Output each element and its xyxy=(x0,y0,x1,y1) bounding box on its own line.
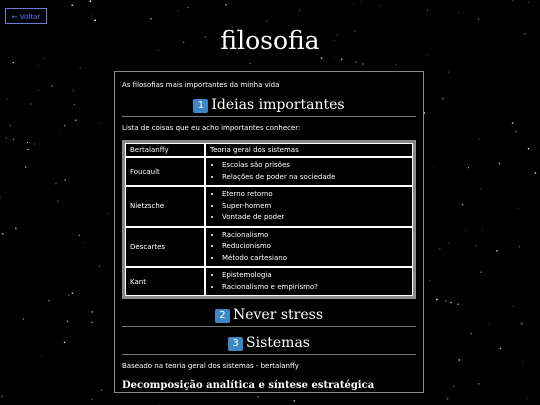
section-heading-sistemas xyxy=(122,335,416,355)
list-item: • Método cartesiano xyxy=(222,253,408,265)
table-row xyxy=(125,186,413,227)
star-dot xyxy=(38,89,39,90)
star-dot xyxy=(458,12,459,13)
star-dot xyxy=(64,179,66,181)
star-dot xyxy=(480,188,481,189)
star-dot xyxy=(10,125,11,126)
star-dot xyxy=(436,299,438,301)
star-dot xyxy=(30,103,31,104)
number-2-icon: 2 xyxy=(215,309,230,323)
star-dot xyxy=(334,57,335,58)
star-dot xyxy=(48,300,50,302)
star-dot xyxy=(534,172,536,174)
star-dot xyxy=(64,341,66,343)
star-dot xyxy=(512,0,513,1)
star-dot xyxy=(7,99,8,100)
star-dot xyxy=(475,246,476,247)
star-dot xyxy=(38,65,39,66)
number-1-icon: 1 xyxy=(193,99,208,113)
star-dot xyxy=(92,311,94,313)
list-item: • Vontade de poder xyxy=(222,212,408,224)
star-dot xyxy=(458,359,460,361)
star-dot xyxy=(499,163,501,165)
star-dot xyxy=(2,233,4,235)
table-row xyxy=(125,227,413,268)
star-dot xyxy=(500,348,502,350)
star-dot xyxy=(74,104,76,106)
star-dot xyxy=(12,62,14,64)
star-dot xyxy=(448,243,449,244)
star-dot xyxy=(468,167,469,168)
star-dot xyxy=(99,266,100,267)
star-dot xyxy=(478,18,480,20)
star-dot xyxy=(51,85,53,87)
star-dot xyxy=(101,390,102,391)
philosophers-table xyxy=(122,140,416,299)
philosopher-idea: Teoria geral dos sistemas xyxy=(205,143,413,157)
star-dot xyxy=(225,4,226,5)
star-dot xyxy=(1,396,2,397)
star-dot xyxy=(515,131,516,132)
star-dot xyxy=(528,2,529,3)
list-item: • Epistemologia xyxy=(222,270,408,282)
star-dot xyxy=(355,62,357,64)
star-dot xyxy=(108,213,109,214)
star-dot xyxy=(512,122,514,124)
star-dot xyxy=(150,18,152,20)
table-row xyxy=(125,143,413,157)
star-dot xyxy=(522,361,523,362)
star-dot xyxy=(22,318,24,320)
star-dot xyxy=(27,142,28,143)
list-item: • Racionalismo e empirismo? xyxy=(222,282,408,294)
star-dot xyxy=(479,139,480,140)
section-heading-ideias xyxy=(122,97,416,117)
star-dot xyxy=(341,58,343,60)
star-dot xyxy=(450,302,452,304)
content-panel xyxy=(114,71,424,393)
star-dot xyxy=(526,72,527,73)
star-dot xyxy=(64,125,65,126)
star-dot xyxy=(442,98,444,100)
star-dot xyxy=(448,72,449,73)
star-dot xyxy=(519,246,520,247)
star-dot xyxy=(44,58,45,59)
list-item: • Escolas são prisões xyxy=(222,160,408,172)
star-dot xyxy=(257,396,259,398)
systems-subheading: Decomposição analítica e síntese estratégica xyxy=(122,380,375,391)
star-dot xyxy=(445,300,446,301)
star-dot xyxy=(55,183,57,185)
star-dot xyxy=(80,67,81,68)
star-dot xyxy=(60,132,61,133)
star-dot xyxy=(13,139,14,140)
philosopher-ideas xyxy=(205,267,413,296)
philosopher-ideas xyxy=(205,227,413,268)
star-dot xyxy=(321,57,323,59)
star-dot xyxy=(299,9,300,10)
star-dot xyxy=(518,208,519,209)
star-dot xyxy=(27,149,28,150)
star-dot xyxy=(513,306,514,307)
star-dot xyxy=(471,333,472,334)
star-dot xyxy=(447,398,449,400)
star-dot xyxy=(89,0,91,2)
star-dot xyxy=(91,322,92,323)
star-dot xyxy=(457,304,458,305)
star-dot xyxy=(462,204,464,206)
star-dot xyxy=(482,230,483,231)
intro-text: As filosofias mais importantes da minha vida xyxy=(122,81,280,89)
philosopher-name: Nietzsche xyxy=(125,186,205,227)
star-dot xyxy=(453,386,454,387)
philosopher-name: Bertalanffy xyxy=(125,143,205,157)
star-dot xyxy=(71,4,73,6)
star-dot xyxy=(25,166,27,168)
star-dot xyxy=(380,5,381,6)
star-dot xyxy=(249,63,250,64)
star-dot xyxy=(73,90,74,91)
philosopher-name: Foucault xyxy=(125,157,205,186)
star-dot xyxy=(478,383,479,384)
star-dot xyxy=(361,1,362,2)
philosopher-name: Descartes xyxy=(125,227,205,268)
star-dot xyxy=(75,120,76,121)
star-dot xyxy=(395,64,396,65)
section-title-sistemas: Sistemas xyxy=(246,335,310,351)
star-dot xyxy=(68,294,70,296)
number-3-icon: 3 xyxy=(228,337,243,351)
star-dot xyxy=(83,242,84,243)
star-dot xyxy=(72,293,73,294)
star-dot xyxy=(187,7,188,8)
page-title: filosofia xyxy=(220,26,320,55)
star-dot xyxy=(266,21,267,22)
star-dot xyxy=(439,248,440,249)
star-dot xyxy=(57,201,58,202)
star-dot xyxy=(41,356,42,357)
list-item: • Super-homem xyxy=(222,201,408,213)
star-dot xyxy=(528,148,530,150)
star-dot xyxy=(521,323,523,325)
section-title-ideias: Ideias importantes xyxy=(211,97,345,113)
list-item: • Reducionismo xyxy=(222,241,408,253)
star-dot xyxy=(91,399,92,400)
star-dot xyxy=(294,400,295,401)
ideas-lead-text: Lista de coisas que eu acho importantes conhecer: xyxy=(122,124,301,132)
star-dot xyxy=(100,123,101,124)
star-dot xyxy=(79,235,80,236)
star-dot xyxy=(94,19,96,21)
star-dot xyxy=(433,167,434,168)
star-dot xyxy=(6,137,8,139)
star-dot xyxy=(489,324,490,325)
star-dot xyxy=(480,272,481,273)
star-dot xyxy=(34,144,35,145)
star-dot xyxy=(0,197,1,198)
back-button[interactable]: ← Voltar xyxy=(5,8,47,24)
systems-note: Baseado na teoria geral dos sistemas - bertalanffy xyxy=(122,362,299,370)
list-item: • Eterno retorno xyxy=(222,189,408,201)
star-dot xyxy=(353,3,354,4)
table-row xyxy=(125,157,413,186)
philosopher-ideas xyxy=(205,157,413,186)
star-dot xyxy=(427,9,428,10)
philosopher-ideas xyxy=(205,186,413,227)
section-heading-never-stress xyxy=(122,307,416,327)
star-dot xyxy=(527,398,528,399)
star-dot xyxy=(178,11,179,12)
star-dot xyxy=(15,228,17,230)
list-item: • Racionalismo xyxy=(222,230,408,242)
table-row xyxy=(125,267,413,296)
star-dot xyxy=(465,230,466,231)
list-item: • Relações de poder na sociedade xyxy=(222,172,408,184)
star-dot xyxy=(91,15,92,16)
star-dot xyxy=(362,63,363,64)
star-dot xyxy=(496,250,498,252)
star-dot xyxy=(429,280,430,281)
section-title-never-stress: Never stress xyxy=(232,307,324,323)
philosopher-name: Kant xyxy=(125,267,205,296)
star-dot xyxy=(67,320,69,322)
